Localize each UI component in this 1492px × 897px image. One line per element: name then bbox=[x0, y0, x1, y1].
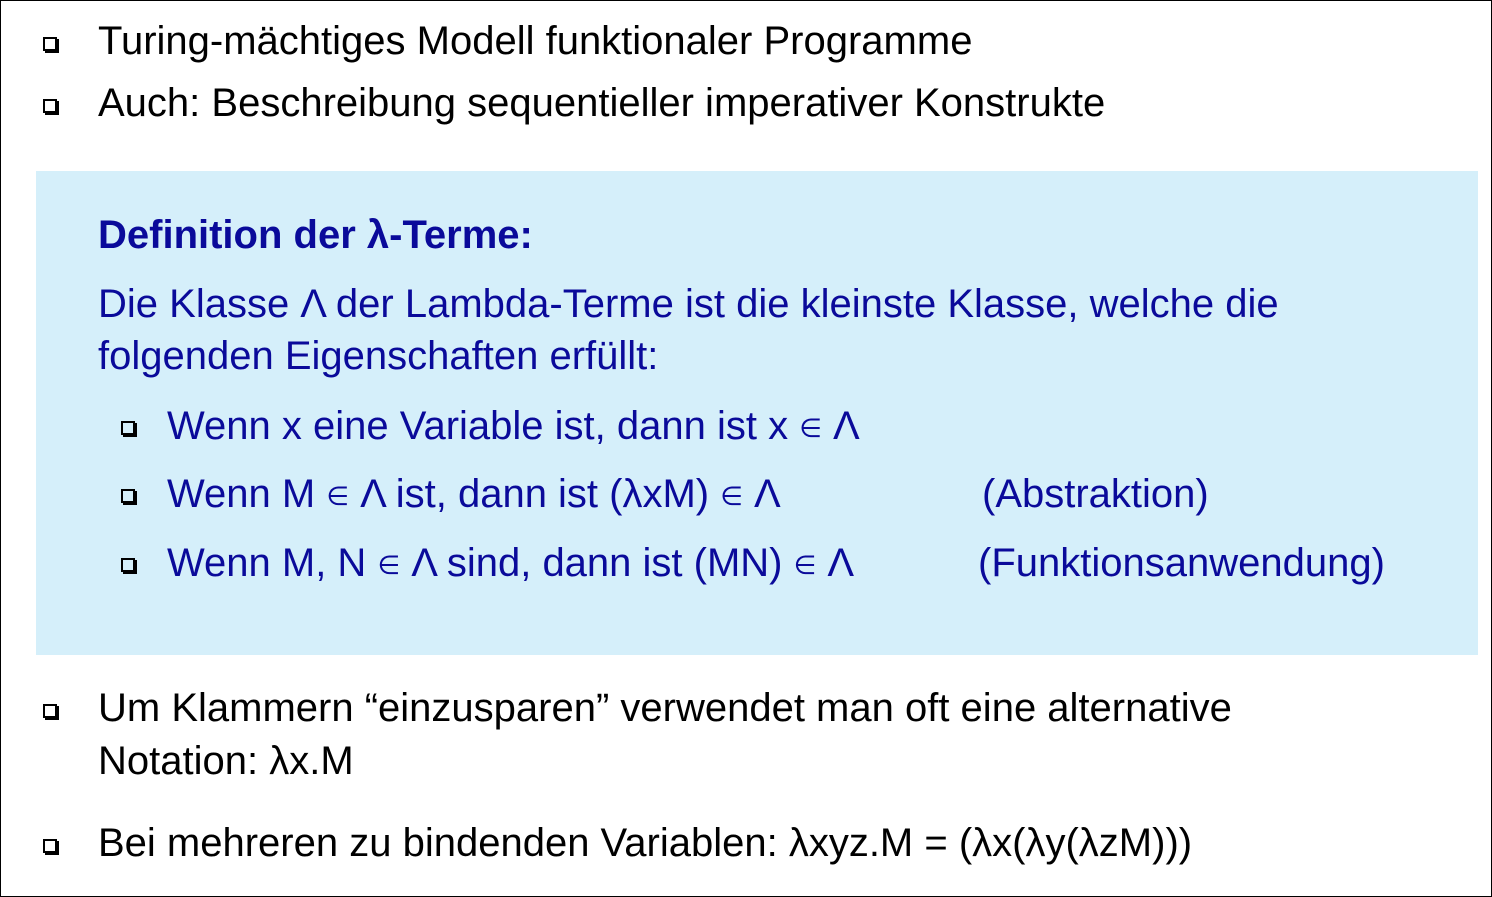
bullet-text: Auch: Beschreibung sequentieller imperativer Konstrukte bbox=[98, 81, 1106, 125]
item-note-application: (Funktionsanwendung) bbox=[978, 541, 1385, 585]
item-text: Λ sind, dann ist (MN) bbox=[400, 541, 794, 585]
bullet-square-icon bbox=[43, 839, 57, 853]
item-text: Λ ist, dann ist (λxM) bbox=[348, 472, 721, 516]
element-of-symbol: ∈ bbox=[799, 413, 822, 443]
bullet-text: Um Klammern “einzusparen” verwendet man oft eine alternative bbox=[98, 686, 1232, 730]
definition-title: Definition der λ-Terme: bbox=[98, 213, 533, 257]
element-of-symbol: ∈ bbox=[377, 550, 401, 580]
bullet-square-icon bbox=[43, 37, 57, 51]
bullet-square-icon bbox=[121, 421, 135, 435]
item-text: Wenn M bbox=[167, 472, 327, 516]
definition-item-abstraction bbox=[167, 470, 781, 522]
item-note-abstraction: (Abstraktion) bbox=[982, 472, 1209, 516]
definition-item-variable bbox=[167, 402, 860, 454]
definition-intro-line1: Die Klasse Λ der Lambda-Terme ist die kleinste Klasse, welche die bbox=[98, 282, 1279, 326]
definition-intro-line2: folgenden Eigenschaften erfüllt: bbox=[98, 334, 659, 378]
element-of-symbol: ∈ bbox=[326, 481, 349, 511]
item-text: Wenn x eine Variable ist, dann ist x bbox=[167, 404, 800, 448]
bullet-text-continuation: Notation: λx.M bbox=[98, 739, 354, 783]
item-text: Λ bbox=[821, 404, 860, 448]
bullet-text: Turing-mächtiges Modell funktionaler Programme bbox=[98, 19, 973, 63]
definition-item-application bbox=[167, 539, 854, 591]
item-text: Λ bbox=[816, 541, 855, 585]
bullet-square-icon bbox=[43, 99, 57, 113]
element-of-symbol: ∈ bbox=[720, 481, 743, 511]
bullet-text: Bei mehreren zu bindenden Variablen: λxyz.M = (λx(λy(λzM))) bbox=[98, 821, 1193, 865]
item-text: Wenn M, N bbox=[167, 541, 378, 585]
bullet-square-icon bbox=[43, 704, 57, 718]
element-of-symbol: ∈ bbox=[793, 550, 817, 580]
bullet-square-icon bbox=[121, 558, 135, 572]
item-text: Λ bbox=[742, 472, 781, 516]
bullet-square-icon bbox=[121, 489, 135, 503]
